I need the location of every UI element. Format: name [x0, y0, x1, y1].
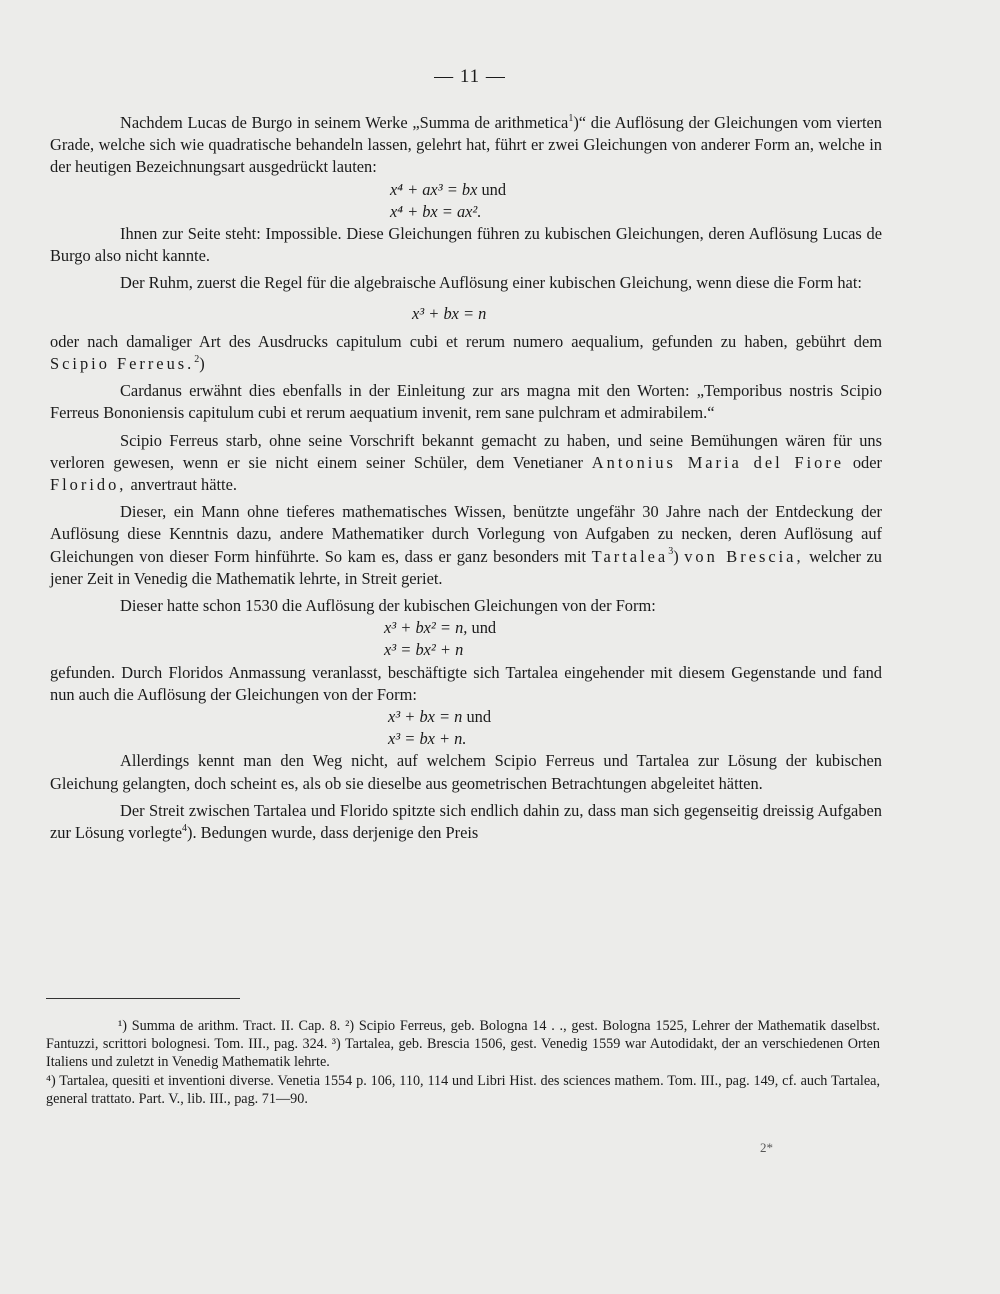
text: )“ die Auflösung der Gleichungen vom vierten Grade, welche sich wie quadratische behandeln lassen, gelehrt hat, führt er zwei Gleichungen von anderer Form an, welche in der heutigen Bezeichnungsart ausgedrückt lauten: [50, 113, 882, 177]
person-name: Tartalea [591, 546, 669, 566]
text: anvertraut hätte. [130, 475, 237, 495]
sheet-signature: 2* [760, 1140, 773, 1155]
paragraph [50, 112, 882, 179]
formula: x³ = bx + n. [388, 729, 467, 749]
paragraph [50, 501, 882, 590]
text: welcher zu jener Zeit in Venedig die Mathematik lehrte, in Streit geriet. [50, 546, 882, 588]
formula: x³ = bx² + n [384, 640, 464, 660]
footnote-text: ³) Tartalea, geb. Brescia 1506, gest. Venedig 1559 war Autodidakt, der an verschiedenen Orten Italiens und zuletzt in Venedig Mathematik lehrte. [46, 1036, 881, 1071]
footnote-ref: 3 [668, 546, 674, 558]
footnote-ref: 4 [182, 822, 187, 834]
text: ). Bedungen wurde, dass derjenige den Preis [187, 823, 479, 843]
person-name: Scipio Ferreus. [50, 354, 195, 374]
paragraph [50, 800, 882, 844]
footnote-ref: 1 [568, 112, 574, 124]
paragraph: Ihnen zur Seite steht: Impossible. Diese Gleichungen führen zu kubischen Gleichungen, deren Auflösung Lucas de Burgo also nicht kannte. [50, 224, 882, 266]
place-name: von Brescia, [684, 546, 804, 566]
conjunction: und [481, 179, 507, 199]
conjunction: und [471, 618, 497, 638]
paragraph: Allerdings kennt man den Weg nicht, auf welchem Scipio Ferreus und Tartalea zur Lösung der kubischen Gleichung gelangten, doch scheint es, als ob sie dieselbe aus geometrischen Betrachtungen abgeleitet hätten. [50, 751, 882, 793]
text: Dieser, ein Mann ohne tieferes mathematisches Wissen, benützte ungefähr 30 Jahre nach der Entdeckung der Auflösung diese Kenntnis dazu, andere Mathematiker durch Vorlegung von Aufgaben zu necken, deren Auflösung auf Gleichungen von dieser Form hinführte. So kam es, dass er ganz besonders mit [50, 502, 882, 566]
formula [50, 617, 882, 639]
text: Scipio Ferreus starb, ohne seine Vorschrift bekannt gemacht zu haben, und seine Bemühungen wären für uns verloren gewesen, wenn er sie nicht einem seiner Schüler, dem Venetianer [50, 430, 882, 472]
text: oder [852, 452, 882, 472]
equation: x⁴ + bx = ax². [390, 201, 482, 221]
footnote-divider [46, 998, 240, 999]
formula [50, 179, 882, 201]
conjunction: und [466, 707, 492, 727]
text: Der Streit zwischen Tartalea und Florido spitzte sich endlich dahin zu, dass man sich gegenseitig dreissig Aufgaben zur Lösung vorlegte [50, 800, 882, 843]
formula [50, 706, 882, 728]
footnote [46, 1017, 880, 1072]
footnotes [46, 1017, 880, 1108]
person-name: Antonius Maria del Fiore [591, 452, 845, 472]
footnote: ⁴) Tartalea, quesiti et inventioni diverse. Venetia 1554 p. 106, 110, 114 und Libri Hist. des sciences mathem. Tom. III., pag. 149, cf. auch Tartalea, general trattato. Part. V., lib. III., pag. 71—90. [46, 1072, 880, 1107]
page-number: — 11 — [434, 66, 506, 87]
text: ) [199, 354, 205, 374]
paragraph [50, 331, 882, 375]
paragraph: Dieser hatte schon 1530 die Auflösung der kubischen Gleichungen von der Form: [120, 596, 656, 616]
person-name: Florido, [50, 475, 127, 495]
text: Nachdem Lucas de Burgo in seinem Werke „Summa de arithmetica [120, 113, 569, 132]
paragraph: gefunden. Durch Floridos Anmassung veranlasst, beschäftigte sich Tartalea eingehender mit diesem Gegenstande und fand nun auch die Auflösung der Gleichungen von der Form: [50, 662, 882, 704]
equation: x³ + bx = n [388, 707, 463, 727]
paragraph [50, 430, 882, 497]
formula: x³ + bx = n [412, 303, 487, 323]
text: oder nach damaliger Art des Ausdrucks capitulum cubi et rerum numero aequalium, gefunden zu haben, gebührt dem [50, 331, 882, 351]
main-text [50, 112, 882, 844]
equation: x³ + bx² = n, [384, 618, 468, 638]
footnote-ref: 2 [194, 353, 200, 365]
formula [50, 201, 882, 223]
paragraph: Der Ruhm, zuerst die Regel für die algebraische Auflösung einer kubischen Gleichung, wenn diese die Form hat: [120, 273, 862, 293]
equation: x⁴ + ax³ = bx [390, 179, 478, 199]
paragraph: Cardanus erwähnt dies ebenfalls in der Einleitung zur ars magna mit den Worten: „Temporibus nostris Scipio Ferreus Bononiensis capitulum cubi et rerum aequatium invenit, rem sane pulchram et admirabilem.“ [50, 381, 882, 423]
footnote-text: ¹) Summa de arithm. Tract. II. Cap. 8. [118, 1018, 341, 1034]
text: ) [673, 546, 679, 566]
footnote-text: ²) Scipio Ferreus, geb. Bologna 14 . ., gest. Bologna 1525, Lehrer der Mathematik daselbst. Fantuzzi, scrittori bolognesi. Tom. III., pag. 324. [46, 1018, 881, 1053]
